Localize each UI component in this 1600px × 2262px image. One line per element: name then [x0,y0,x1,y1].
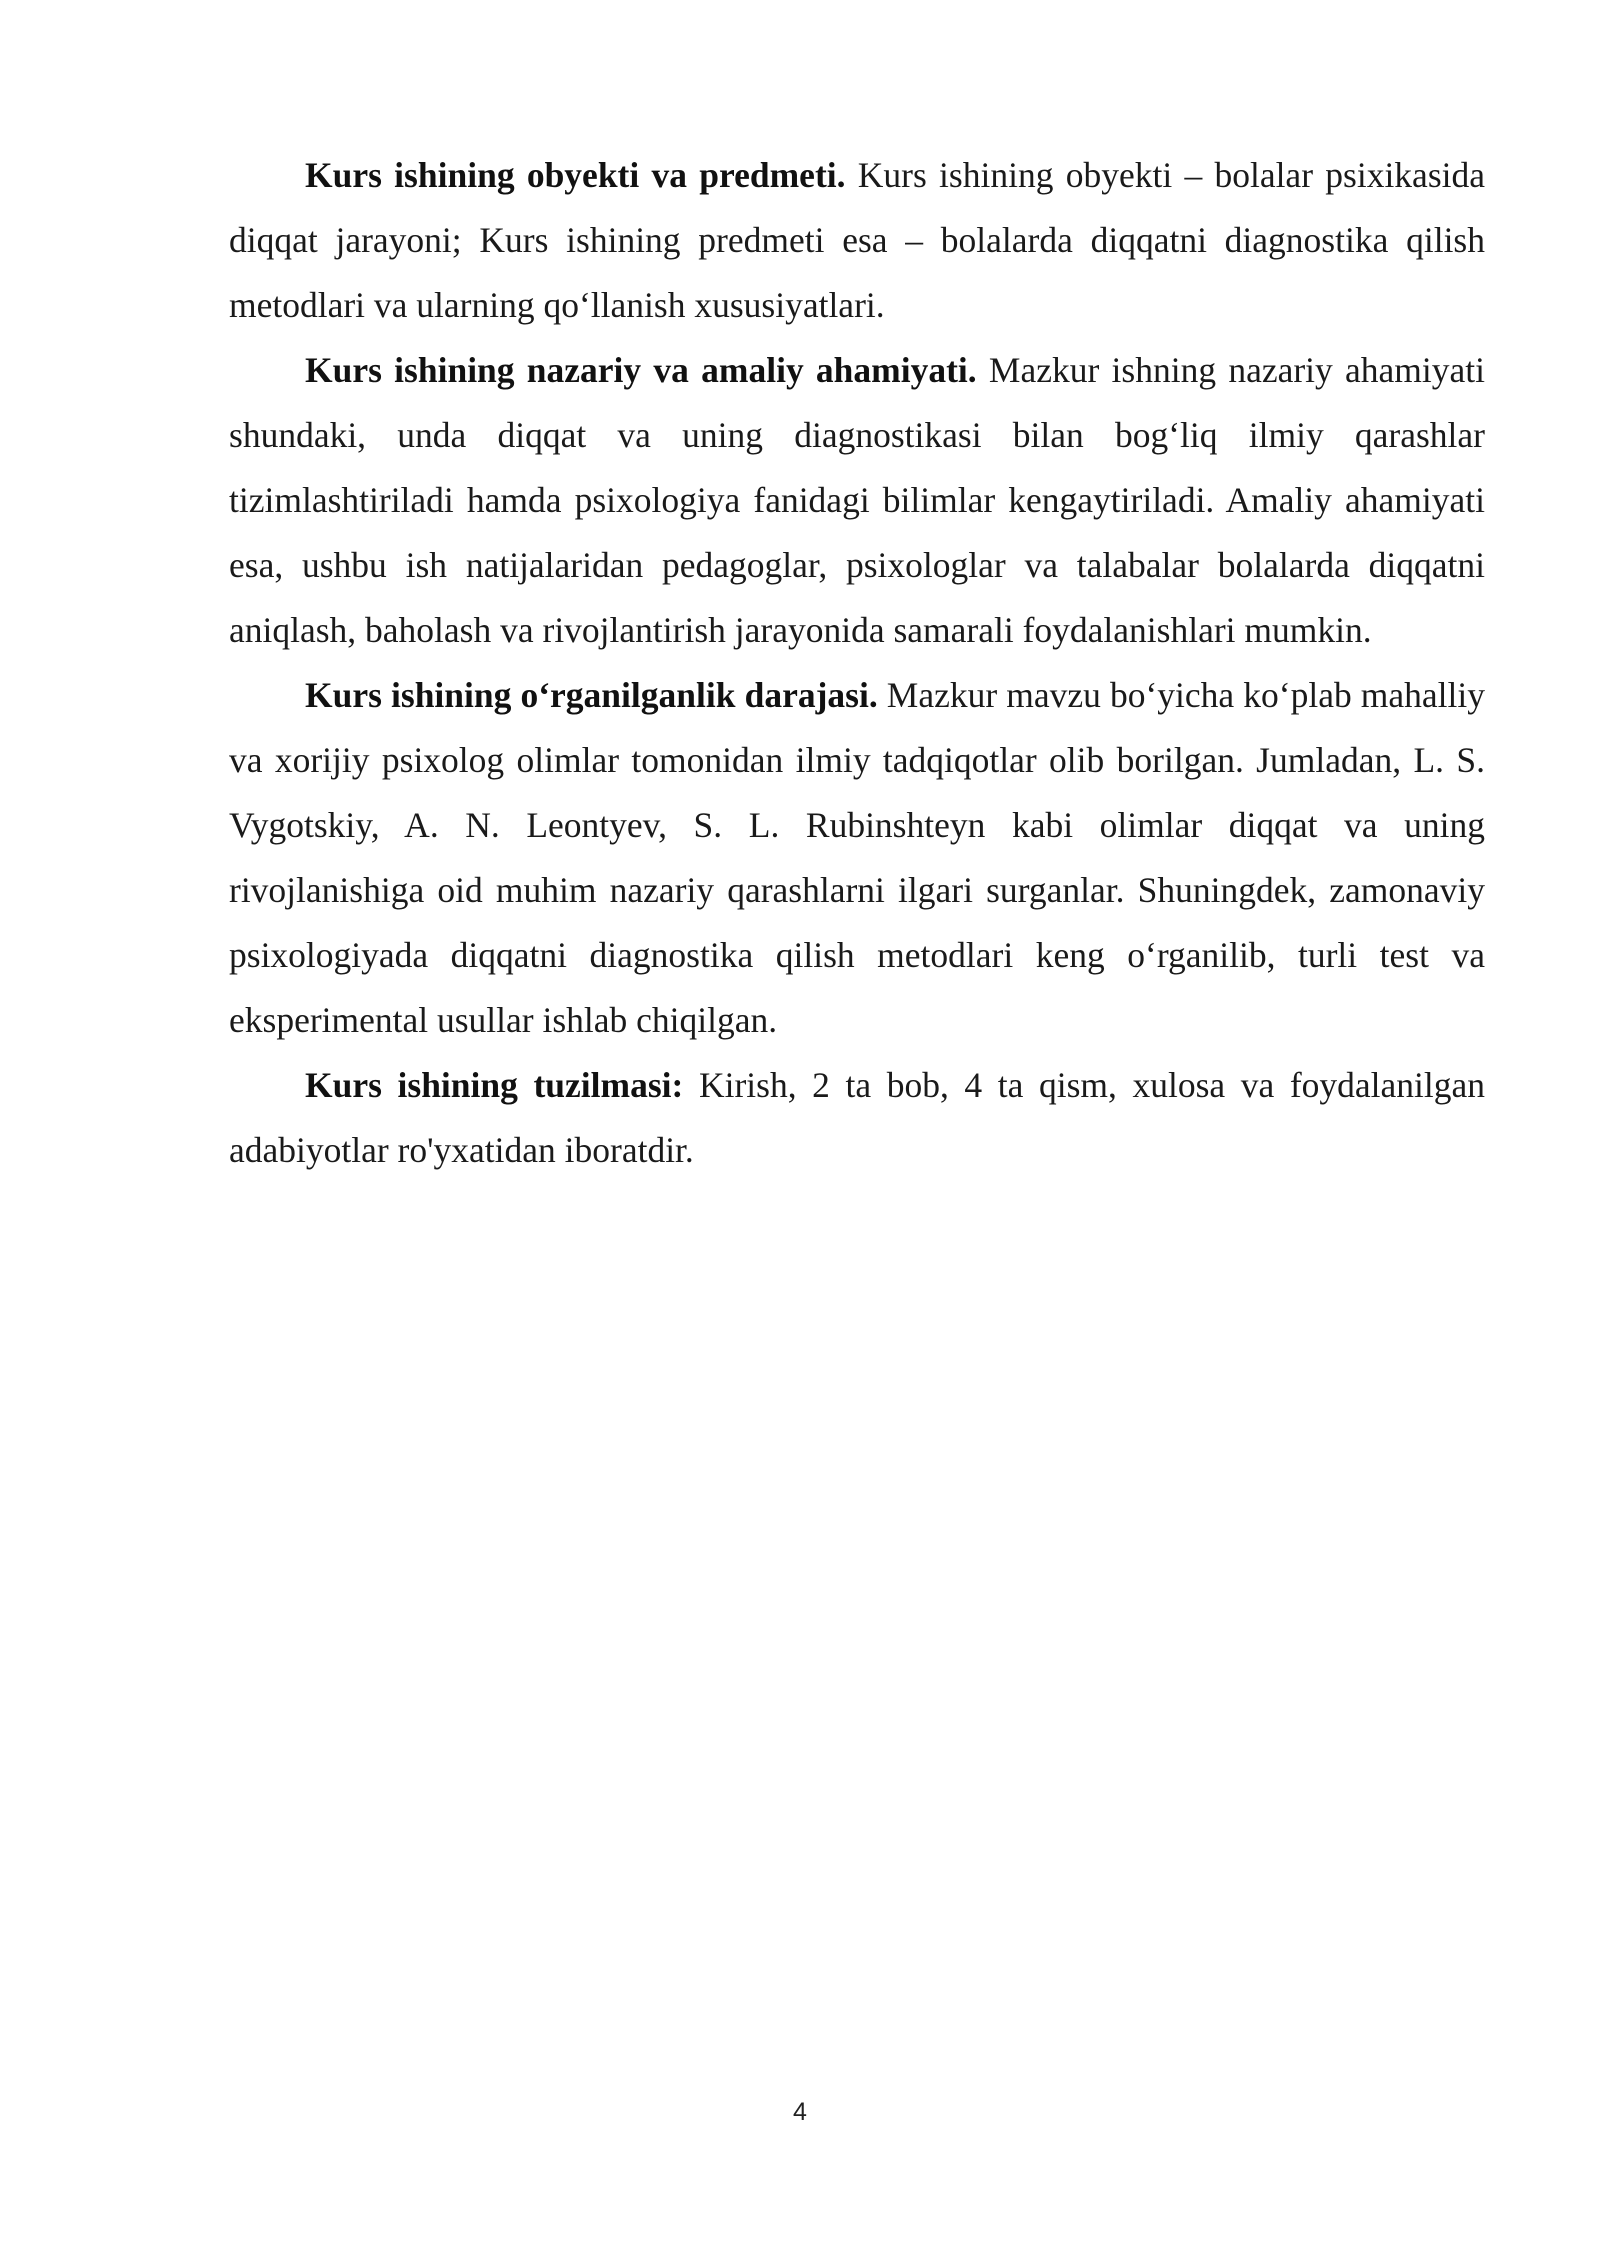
paragraph-heading: Kurs ishining nazariy va amaliy ahamiyati. [305,350,977,390]
page-number: 4 [793,2098,807,2126]
paragraph-object-subject [229,143,1485,338]
paragraph-heading: Kurs ishining tuzilmasi: [305,1065,684,1105]
paragraph-text: Kirish, 2 ta bob, 4 ta qism, xulosa va foydalanilgan adabiyotlar ro'yxatidan iboratdir. [229,1065,1486,1170]
paragraph-structure [229,1053,1485,1183]
paragraph-significance [229,338,1485,663]
body-text [229,143,1485,1183]
paragraph-text: Kurs ishining obyekti – bolalar psixikasida diqqat jarayoni; Kurs ishining predmeti esa – bolalarda diqqatni diagnostika qilish metodlari va ularning qo‘llanish xususiyatlari. [229,155,1486,325]
paragraph-text: Mazkur mavzu bo‘yicha ko‘plab mahalliy va xorijiy psixolog olimlar tomonidan ilmiy tadqiqotlar olib borilgan. Jumladan, L. S. Vygotskiy, A. N. Leontyev, S. L. Rubinshteyn kabi olimlar diqqat va uning rivojlanishiga oid muhim nazariy qarashlarni ilgari surganlar. Shuningdek, zamonaviy psixologiyada diqqatni diagnostika qilish metodlari keng o‘rganilib, turli test va eksperimental usullar ishlab chiqilgan. [229,675,1486,1040]
paragraph-heading: Kurs ishining o‘rganilganlik darajasi. [305,675,878,715]
paragraph-heading: Kurs ishining obyekti va predmeti. [305,155,846,195]
paragraph-study-level [229,663,1485,1053]
paragraph-text: Mazkur ishning nazariy ahamiyati shundaki, unda diqqat va uning diagnostikasi bilan bog‘liq ilmiy qarashlar tizimlashtiriladi hamda psixologiya fanidagi bilimlar kengaytiriladi. Amaliy ahamiyati esa, ushbu ish natijalaridan pedagoglar, psixologlar va talabalar bolalarda diqqatni aniqlash, baholash va rivojlantirish jarayonida samarali foydalanishlari mumkin. [229,350,1486,650]
